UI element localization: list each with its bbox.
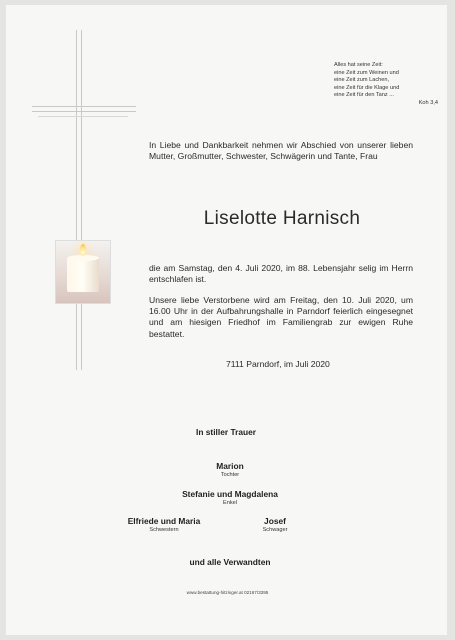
scripture-quote [334,62,444,108]
closing-text: und alle Verwandten [189,557,271,567]
quote-line: eine Zeit für die Klage und [334,84,400,91]
mourner-name: Stefanie und Magdalena [182,489,278,499]
mourner-name: Josef [264,516,286,526]
cross-beam [32,106,136,112]
quote-line: eine Zeit zum Lachen, [334,77,390,84]
mourning-heading: In stiller Trauer [196,427,257,437]
quote-line: eine Zeit zum Weinen und [334,69,399,76]
footer-contact: www.bestattung-hitzinger.at 02167/3395 [186,590,269,595]
deceased-name: Liselotte Harnisch [203,208,361,229]
quote-line: Alles hat seine Zeit: [334,62,383,68]
intro-text: In Liebe und Dankbarkeit nehmen wir Abschied von unserer lieben Mutter, Großmutter, Schwester, Schwägerin und Tante, Frau [149,140,413,162]
mourner-relation: Enkel [223,500,237,506]
quote-line: eine Zeit für den Tanz ... [334,92,394,99]
flame-icon [80,244,86,256]
funeral-text: Unsere liebe Verstorbene wird am Freitag, den 10. Juli 2020, um 16.00 Uhr in der Aufbahrungshalle in Parndorf feierlich eingesegnet und am hiesigen Friedhof im Familiengrab zur ewigen Ruhe bestattet. [149,295,413,339]
death-text: die am Samstag, den 4. Juli 2020, im 88. Lebensjahr selig im Herrn entschlafen ist. [149,263,413,285]
place-date: 7111 Parndorf, im Juli 2020 [226,359,330,369]
mourner-relation: Tochter [220,472,240,478]
cross-icon [76,30,82,370]
mourner-relation: Schwager [262,527,288,533]
candle-body [67,258,99,292]
candle-image [55,240,111,304]
cross-beam-shadow [38,116,128,117]
mourner-relation: Schwestern [149,527,179,533]
quote-source: Koh 3,4 [418,99,438,106]
mourner-name: Marion [216,461,244,471]
mourner-name: Elfriede und Maria [127,516,201,526]
